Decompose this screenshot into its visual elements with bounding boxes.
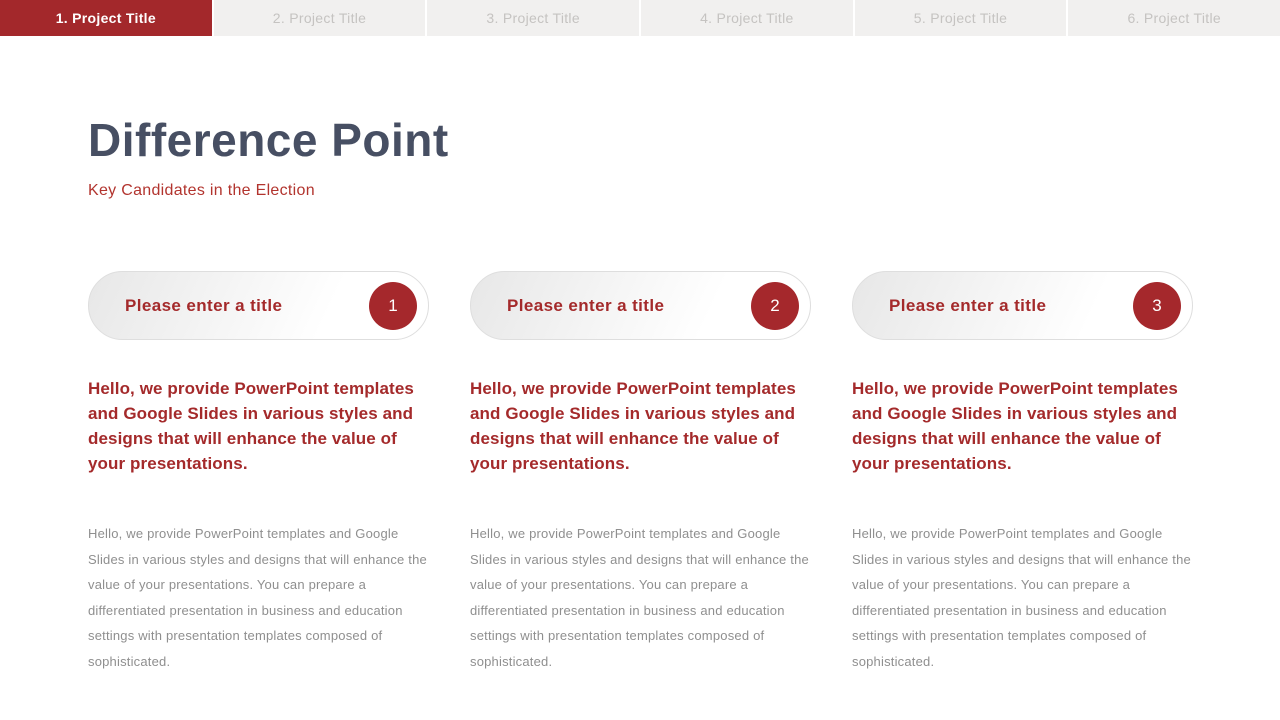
- tab-project-title-4[interactable]: 4. Project Title: [641, 0, 853, 36]
- body-paragraph: Hello, we provide PowerPoint templates and Google Slides in various styles and designs that will enhance the value of your presentations. You can prepare a differentiated presentation in business and education settings with presentation templates composed of sophisticated.: [88, 526, 427, 669]
- title-pill-3[interactable]: [852, 271, 1193, 340]
- pill-label: Please enter a title: [889, 295, 1047, 315]
- tab-project-title-3[interactable]: 3. Project Title: [427, 0, 639, 36]
- column-1: [88, 271, 429, 674]
- section-tabbar: [0, 0, 1280, 36]
- pill-number-badge: 1: [369, 282, 417, 330]
- highlight-paragraph: Hello, we provide PowerPoint templates and Google Slides in various styles and designs that will enhance the value of your presentations.: [470, 379, 796, 473]
- column-2: [470, 271, 811, 674]
- column-3: [852, 271, 1193, 674]
- title-pill-2[interactable]: [470, 271, 811, 340]
- tab-project-title-5[interactable]: 5. Project Title: [855, 0, 1067, 36]
- pill-label: Please enter a title: [125, 295, 283, 315]
- slide-header: [88, 112, 1280, 200]
- page-title: Difference Point: [88, 114, 449, 166]
- tab-project-title-6[interactable]: 6. Project Title: [1068, 0, 1280, 36]
- tab-project-title-2[interactable]: 2. Project Title: [214, 0, 426, 36]
- highlight-paragraph: Hello, we provide PowerPoint templates and Google Slides in various styles and designs that will enhance the value of your presentations.: [88, 379, 414, 473]
- page-subtitle: Key Candidates in the Election: [88, 182, 315, 199]
- body-paragraph: Hello, we provide PowerPoint templates and Google Slides in various styles and designs that will enhance the value of your presentations. You can prepare a differentiated presentation in business and education settings with presentation templates composed of sophisticated.: [470, 526, 809, 669]
- tab-project-title-1[interactable]: 1. Project Title: [0, 0, 212, 36]
- pill-number-badge: 3: [1133, 282, 1181, 330]
- body-paragraph: Hello, we provide PowerPoint templates and Google Slides in various styles and designs that will enhance the value of your presentations. You can prepare a differentiated presentation in business and education settings with presentation templates composed of sophisticated.: [852, 526, 1191, 669]
- content-columns: [88, 271, 1280, 674]
- pill-label: Please enter a title: [507, 295, 665, 315]
- title-pill-1[interactable]: [88, 271, 429, 340]
- highlight-paragraph: Hello, we provide PowerPoint templates and Google Slides in various styles and designs that will enhance the value of your presentations.: [852, 379, 1178, 473]
- pill-number-badge: 2: [751, 282, 799, 330]
